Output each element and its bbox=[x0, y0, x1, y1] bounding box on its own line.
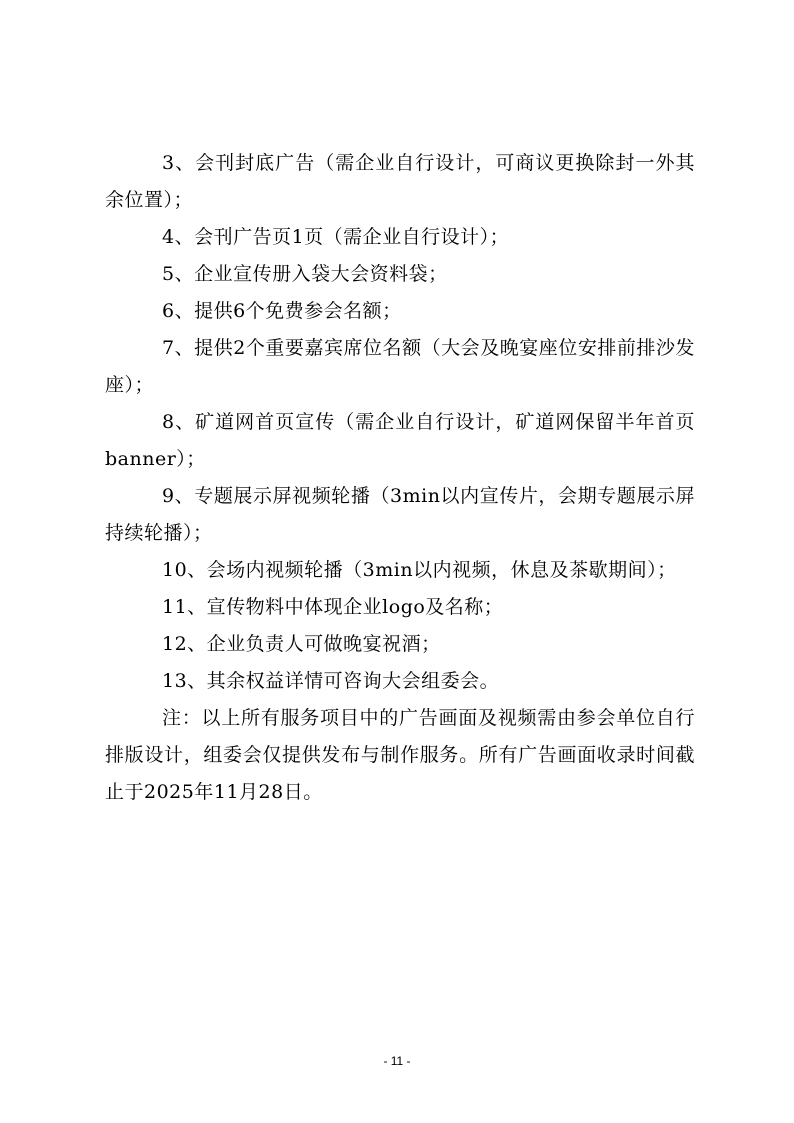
paragraph-item-4: 4、会刊广告页1页（需企业自行设计）； bbox=[162, 226, 510, 248]
paragraph-item-8: 8、矿道网首页宣传（需企业自行设计，矿道网保留半年首页banner）； bbox=[105, 411, 695, 470]
paragraph-item-9: 9、专题展示屏视频轮播（3min以内宣传片，会期专题展示屏持续轮播）； bbox=[105, 485, 695, 544]
paragraph-item-3: 3、会刊封底广告（需企业自行设计，可商议更换除封一外其余位置）； bbox=[105, 152, 695, 211]
paragraph-item-11: 11、宣传物料中体现企业logo及名称； bbox=[162, 596, 504, 618]
paragraph-item-12: 12、企业负责人可做晚宴祝酒； bbox=[162, 633, 441, 655]
paragraph-item-7: 7、提供2个重要嘉宾席位名额（大会及晚宴座位安排前排沙发座）； bbox=[105, 337, 695, 396]
paragraph-item-13: 13、其余权益详情可咨询大会组委会。 bbox=[162, 670, 500, 692]
document-body bbox=[105, 145, 695, 811]
note-paragraph: 注：以上所有服务项目中的广告画面及视频需由参会单位自行排版设计，组委会仅提供发布与制作服务。所有广告画面收录时间截止于2025年11月28日。 bbox=[105, 707, 695, 803]
paragraph-item-5: 5、企业宣传册入袋大会资料袋； bbox=[162, 263, 448, 285]
paragraph-item-10: 10、会场内视频轮播（3min以内视频，休息及茶歇期间）； bbox=[162, 559, 677, 581]
paragraph-item-6: 6、提供6个免费参会名额； bbox=[162, 300, 402, 322]
page-number: - 11 - bbox=[383, 1054, 411, 1068]
